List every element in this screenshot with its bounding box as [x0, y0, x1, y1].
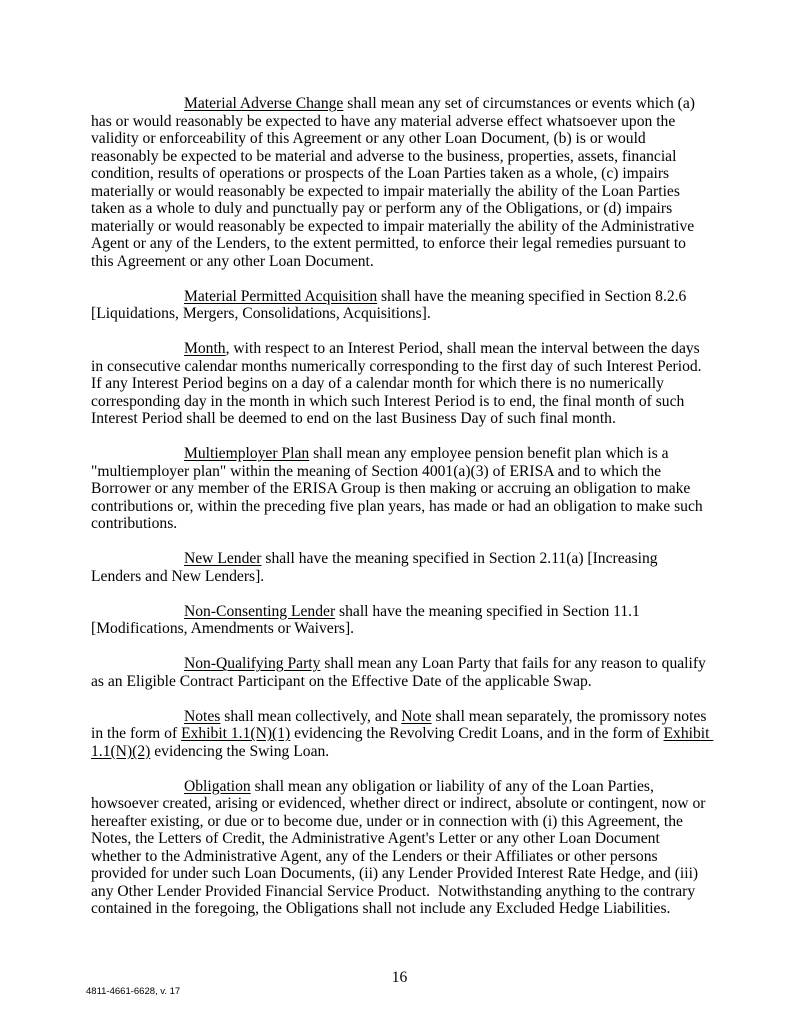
paragraph	[91, 445, 711, 533]
defined-term: Month	[184, 340, 226, 357]
paragraph-text: shall mean separately, the promissory notes in the form of	[91, 707, 711, 742]
paragraph	[91, 707, 714, 761]
paragraph	[91, 603, 711, 638]
defined-term: New Lender	[184, 550, 262, 567]
paragraph	[91, 340, 711, 428]
paragraph-text: evidencing the Revolving Credit Loans, and in the form of	[290, 725, 664, 742]
defined-term: Material Adverse Change	[184, 95, 344, 112]
defined-term: Obligation	[184, 777, 251, 795]
paragraph-text: shall mean any set of circumstances or events which (a) has or would reasonably be expected to have any material adverse effect whatsoever upon the validity or enforceability of this Agreement or any other Loan Document, (b) is or would reasonably be expected to be material and adverse to the business, properties, assets, financial condition, results of operations or prospects of the Loan Parties taken as a whole, (c) impairs materially or would reasonably be expected to impair materially the ability of the Loan Parties taken as a whole to duly and punctually pay or perform any of the Obligations, or (d) impairs materially or would reasonably be expected to impair materially the ability of the Administrative Agent or any of the Lenders, to the extent permitted, to enforce their legal remedies pursuant to this Agreement or any other Loan Document.	[91, 95, 699, 270]
paragraph-text: shall have the meaning specified in Section 11.1 [Modifications, Amendments or Waivers].	[91, 602, 644, 637]
paragraph	[91, 655, 711, 690]
document-version-number: 4811-4661-6628, v. 17	[86, 986, 181, 997]
paragraph-text: shall mean any obligation or liability of any of the Loan Parties, howsoever created, arising or evidenced, whether direct or indirect, absolute or contingent, now or hereafter existing, or due or to become due, under or in connection with (i) this Agreement, the Notes, the Letters of Credit, the Administrative Agent's Letter or any other Loan Document whether to the Administrative Agent, any of the Lenders or their Affiliates or other persons provided for under such Loan Documents, (ii) any Lender Provided Interest Rate Hedge, and (iii) any Other Lender Provided Financial Service Product. Notwithstanding anything to the contrary contained in the foregoing, the Obligations shall not include any Excluded Hedge Liabilities.	[91, 777, 710, 917]
defined-term: Non-Consenting Lender	[184, 602, 336, 620]
paragraph-text: shall mean collectively, and	[220, 707, 402, 725]
paragraph-text: shall mean any Loan Party that fails for any reason to qualify as an Eligible Contract Participant on the Effective Date of the applicable Swap.	[91, 655, 710, 690]
paragraph-text: evidencing the Swing Loan.	[150, 742, 330, 760]
defined-term: Exhibit 1.1(N)(1)	[181, 725, 291, 742]
paragraph-text: shall have the meaning specified in Section 2.11(a) [Increasing Lenders and New Lenders].	[91, 550, 662, 585]
defined-term: Material Permitted Acquisition	[184, 287, 378, 305]
paragraph	[91, 288, 711, 323]
paragraph	[91, 778, 711, 918]
paragraph-text: shall mean any employee pension benefit plan which is a "multiemployer plan" within the meaning of Section 4001(a)(3) of ERISA and to which the Borrower or any member of the ERISA Group is then making or accruing an obligation to make contributions or, within the preceding five plan years, has made or had an obligation to make such contributions.	[91, 445, 707, 532]
page-number: 16	[391, 969, 408, 986]
paragraph	[91, 550, 711, 585]
document-body	[91, 95, 714, 918]
defined-term: Notes	[184, 707, 221, 725]
defined-term: Non-Qualifying Party	[184, 655, 321, 672]
paragraph-text: , with respect to an Interest Period, shall mean the interval between the days in consecutive calendar months numerically corresponding to the first day of such Interest Period. If any Interest Period begins on a day of a calendar month for which there is no numerically corresponding day in the month in which such Interest Period is to end, the final month of such Interest Period shall be deemed to end on the last Business Day of such final month.	[91, 340, 710, 427]
paragraph-text: shall have the meaning specified in Section 8.2.6 [Liquidations, Mergers, Consolidations, Acquisitions].	[91, 287, 691, 322]
paragraph	[91, 95, 711, 270]
defined-term: Note	[401, 707, 432, 725]
defined-term: Multiemployer Plan	[184, 445, 310, 462]
defined-term: Exhibit 1.1(N)(2)	[91, 725, 714, 760]
